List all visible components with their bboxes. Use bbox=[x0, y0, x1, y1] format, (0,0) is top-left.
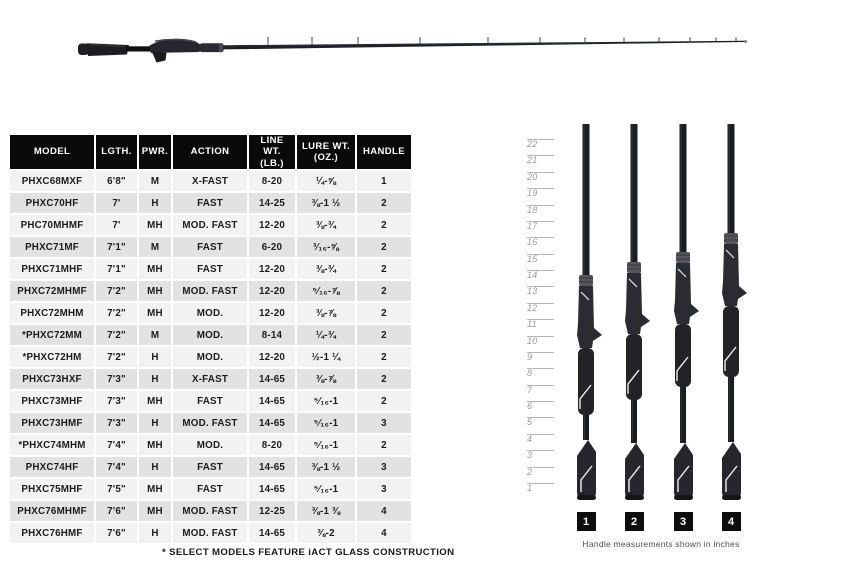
table-cell: 7'1" bbox=[96, 259, 137, 279]
table-cell: H bbox=[139, 369, 171, 389]
table-cell: 2 bbox=[357, 325, 411, 345]
table-cell: 14-65 bbox=[249, 457, 295, 477]
table-cell: ⁵⁄₁₆-1 bbox=[297, 391, 355, 411]
table-cell: 7' bbox=[96, 193, 137, 213]
table-cell: PHC70MHMF bbox=[10, 215, 94, 235]
column-header: HANDLE bbox=[357, 135, 411, 169]
ruler-label: 18 bbox=[527, 204, 538, 215]
table-row bbox=[10, 347, 411, 367]
table-row bbox=[10, 215, 411, 235]
column-header: PWR. bbox=[139, 135, 171, 169]
table-cell: 4 bbox=[357, 523, 411, 543]
table-row bbox=[10, 193, 411, 213]
handle-illustration-3 bbox=[674, 124, 699, 500]
table-cell: PHXC75MHF bbox=[10, 479, 94, 499]
ruler-label: 10 bbox=[527, 335, 538, 346]
table-cell: MOD. bbox=[173, 347, 247, 367]
table-cell: MOD. bbox=[173, 303, 247, 323]
table-cell: 7'1" bbox=[96, 237, 137, 257]
table-cell: 7' bbox=[96, 215, 137, 235]
diagram-caption: Handle measurements shown in inches bbox=[582, 539, 740, 549]
spec-table bbox=[8, 133, 413, 545]
table-cell: 7'6" bbox=[96, 523, 137, 543]
table-cell: 14-65 bbox=[249, 391, 295, 411]
column-header: LURE WT. (OZ.) bbox=[297, 135, 355, 169]
table-cell: ⅜-¾ bbox=[297, 259, 355, 279]
ruler-label: 6 bbox=[527, 401, 533, 412]
table-cell: 6-20 bbox=[249, 237, 295, 257]
table-cell: 14-65 bbox=[249, 523, 295, 543]
table-cell: H bbox=[139, 523, 171, 543]
table-cell: H bbox=[139, 457, 171, 477]
table-row bbox=[10, 237, 411, 257]
table-cell: 2 bbox=[357, 237, 411, 257]
ruler-label: 9 bbox=[527, 351, 533, 362]
table-row bbox=[10, 391, 411, 411]
rod-image-svg bbox=[0, 0, 850, 110]
handle-diagram bbox=[525, 124, 785, 566]
spec-table-header bbox=[10, 135, 411, 169]
ruler-label: 16 bbox=[527, 237, 538, 248]
ruler-label: 7 bbox=[527, 384, 533, 395]
ruler-label: 2 bbox=[527, 466, 533, 477]
table-cell: ⅜-⅞ bbox=[297, 369, 355, 389]
table-cell: 8-20 bbox=[249, 435, 295, 455]
table-cell: 7'4" bbox=[96, 457, 137, 477]
table-cell: 7'2" bbox=[96, 347, 137, 367]
table-cell: MH bbox=[139, 303, 171, 323]
table-cell: PHXC72MHMF bbox=[10, 281, 94, 301]
footnote-text: * SELECT MODELS FEATURE iACT GLASS CONSTRUCTION bbox=[162, 547, 455, 558]
ruler-label: 19 bbox=[527, 188, 538, 199]
table-cell: *PHXC72HM bbox=[10, 347, 94, 367]
table-cell: FAST bbox=[173, 457, 247, 477]
table-cell: ¼-¾ bbox=[297, 325, 355, 345]
table-cell: MOD. FAST bbox=[173, 215, 247, 235]
table-cell: MH bbox=[139, 435, 171, 455]
table-cell: PHXC73MHF bbox=[10, 391, 94, 411]
table-cell: PHXC76MHMF bbox=[10, 501, 94, 521]
table-cell: ⅜-1 ½ bbox=[297, 457, 355, 477]
ruler-label: 15 bbox=[527, 253, 538, 264]
table-cell: 14-25 bbox=[249, 193, 295, 213]
table-cell: *PHXC72MM bbox=[10, 325, 94, 345]
table-cell: 3 bbox=[357, 457, 411, 477]
ruler-label: 13 bbox=[527, 286, 538, 297]
table-cell: H bbox=[139, 347, 171, 367]
table-cell: M bbox=[139, 237, 171, 257]
table-row bbox=[10, 303, 411, 323]
table-cell: 7'6" bbox=[96, 501, 137, 521]
table-cell: ⁵⁄₁₆-1 bbox=[297, 479, 355, 499]
table-cell: MH bbox=[139, 215, 171, 235]
table-cell: MOD. FAST bbox=[173, 501, 247, 521]
ruler-label: 22 bbox=[527, 139, 538, 149]
handle-number-badge: 2 bbox=[625, 512, 644, 531]
table-cell: 3 bbox=[357, 479, 411, 499]
column-header: MODEL bbox=[10, 135, 94, 169]
handle-illustration-2 bbox=[625, 124, 650, 500]
table-cell: MH bbox=[139, 259, 171, 279]
ruler-label: 20 bbox=[527, 171, 538, 182]
table-cell: MH bbox=[139, 479, 171, 499]
table-cell: 7'2" bbox=[96, 303, 137, 323]
table-cell: 12-20 bbox=[249, 259, 295, 279]
table-cell: PHXC74HF bbox=[10, 457, 94, 477]
table-cell: 14-65 bbox=[249, 413, 295, 433]
table-cell: 2 bbox=[357, 303, 411, 323]
table-cell: MOD. FAST bbox=[173, 281, 247, 301]
table-cell: PHXC71MF bbox=[10, 237, 94, 257]
handle-number-badge: 4 bbox=[722, 512, 741, 531]
table-cell: 12-20 bbox=[249, 215, 295, 235]
table-cell: 2 bbox=[357, 369, 411, 389]
table-cell: PHXC71MHF bbox=[10, 259, 94, 279]
ruler-label: 1 bbox=[527, 482, 533, 493]
rod-product-image bbox=[0, 0, 850, 110]
table-cell: ⁵⁄₁₆-1 bbox=[297, 413, 355, 433]
table-cell: PHXC76HMF bbox=[10, 523, 94, 543]
table-cell: 2 bbox=[357, 259, 411, 279]
table-cell: 7'5" bbox=[96, 479, 137, 499]
table-cell: MH bbox=[139, 281, 171, 301]
table-row bbox=[10, 325, 411, 345]
table-cell: 4 bbox=[357, 501, 411, 521]
table-cell: 7'2" bbox=[96, 325, 137, 345]
rod-handle bbox=[78, 39, 224, 63]
table-cell: 7'2" bbox=[96, 281, 137, 301]
table-cell: ⅜-⅞ bbox=[297, 303, 355, 323]
table-cell: 1 bbox=[357, 171, 411, 191]
table-cell: 12-25 bbox=[249, 501, 295, 521]
table-cell: 7'3" bbox=[96, 413, 137, 433]
handle-illustrations bbox=[525, 124, 785, 504]
handle-illustration-4 bbox=[722, 124, 747, 500]
table-cell: FAST bbox=[173, 237, 247, 257]
table-row bbox=[10, 369, 411, 389]
table-cell: 8-14 bbox=[249, 325, 295, 345]
ruler-label: 4 bbox=[527, 433, 533, 444]
table-cell: PHXC73HMF bbox=[10, 413, 94, 433]
table-cell: MOD. FAST bbox=[173, 523, 247, 543]
table-row bbox=[10, 413, 411, 433]
table-cell: 14-65 bbox=[249, 479, 295, 499]
table-row bbox=[10, 523, 411, 543]
table-cell: ⅜-2 bbox=[297, 523, 355, 543]
table-cell: 2 bbox=[357, 281, 411, 301]
table-row bbox=[10, 281, 411, 301]
ruler-label: 21 bbox=[527, 155, 538, 166]
table-cell: ⅜-1 ⅜ bbox=[297, 501, 355, 521]
column-header: ACTION bbox=[173, 135, 247, 169]
table-cell: X-FAST bbox=[173, 369, 247, 389]
ruler-label: 12 bbox=[527, 302, 538, 313]
table-cell: 7'3" bbox=[96, 369, 137, 389]
table-cell: ⁵⁄₁₆-⅞ bbox=[297, 281, 355, 301]
table-cell: FAST bbox=[173, 259, 247, 279]
ruler-label: 17 bbox=[527, 220, 538, 231]
rod-blank bbox=[223, 40, 747, 49]
table-row bbox=[10, 457, 411, 477]
table-cell: MH bbox=[139, 391, 171, 411]
table-cell: PHXC72MHM bbox=[10, 303, 94, 323]
table-cell: FAST bbox=[173, 479, 247, 499]
ruler-label: 11 bbox=[527, 319, 537, 330]
table-cell: 12-20 bbox=[249, 347, 295, 367]
table-cell: 3 bbox=[357, 413, 411, 433]
table-cell: 2 bbox=[357, 215, 411, 235]
table-cell: ⅜-¾ bbox=[297, 215, 355, 235]
table-row bbox=[10, 259, 411, 279]
table-cell: 2 bbox=[357, 193, 411, 213]
handle-illustration-1 bbox=[577, 124, 602, 500]
table-cell: 2 bbox=[357, 391, 411, 411]
table-cell: ⅜-1 ½ bbox=[297, 193, 355, 213]
table-cell: H bbox=[139, 413, 171, 433]
table-cell: H bbox=[139, 193, 171, 213]
table-cell: 2 bbox=[357, 435, 411, 455]
table-cell: MOD. FAST bbox=[173, 413, 247, 433]
ruler-label: 8 bbox=[527, 368, 533, 379]
ruler-label: 5 bbox=[527, 417, 533, 428]
table-cell: ⁵⁄₁₆-1 bbox=[297, 435, 355, 455]
table-cell: PHXC70HF bbox=[10, 193, 94, 213]
table-cell: MOD. bbox=[173, 325, 247, 345]
table-cell: MOD. bbox=[173, 435, 247, 455]
handle-number-badge: 3 bbox=[674, 512, 693, 531]
table-cell: *PHXC74MHM bbox=[10, 435, 94, 455]
table-cell: 6'8" bbox=[96, 171, 137, 191]
table-row bbox=[10, 435, 411, 455]
table-row bbox=[10, 171, 411, 191]
table-cell: ³⁄₁₆-⅝ bbox=[297, 237, 355, 257]
table-row bbox=[10, 479, 411, 499]
table-cell: M bbox=[139, 325, 171, 345]
table-cell: MH bbox=[139, 501, 171, 521]
table-cell: PHXC73HXF bbox=[10, 369, 94, 389]
table-cell: X-FAST bbox=[173, 171, 247, 191]
table-row bbox=[10, 501, 411, 521]
table-cell: M bbox=[139, 171, 171, 191]
table-cell: 7'4" bbox=[96, 435, 137, 455]
table-cell: 14-65 bbox=[249, 369, 295, 389]
table-cell: PHXC68MXF bbox=[10, 171, 94, 191]
table-cell: FAST bbox=[173, 193, 247, 213]
table-cell: 2 bbox=[357, 347, 411, 367]
table-cell: 7'3" bbox=[96, 391, 137, 411]
handle-number-badge: 1 bbox=[577, 512, 596, 531]
table-cell: 12-20 bbox=[249, 281, 295, 301]
table-cell: ¼-⅝ bbox=[297, 171, 355, 191]
ruler-label: 3 bbox=[527, 450, 533, 461]
ruler-label: 14 bbox=[527, 270, 538, 281]
column-header: LINE WT. (LB.) bbox=[249, 135, 295, 169]
column-header: LGTH. bbox=[96, 135, 137, 169]
table-cell: FAST bbox=[173, 391, 247, 411]
table-cell: 8-20 bbox=[249, 171, 295, 191]
table-cell: ½-1 ¼ bbox=[297, 347, 355, 367]
table-cell: 12-20 bbox=[249, 303, 295, 323]
